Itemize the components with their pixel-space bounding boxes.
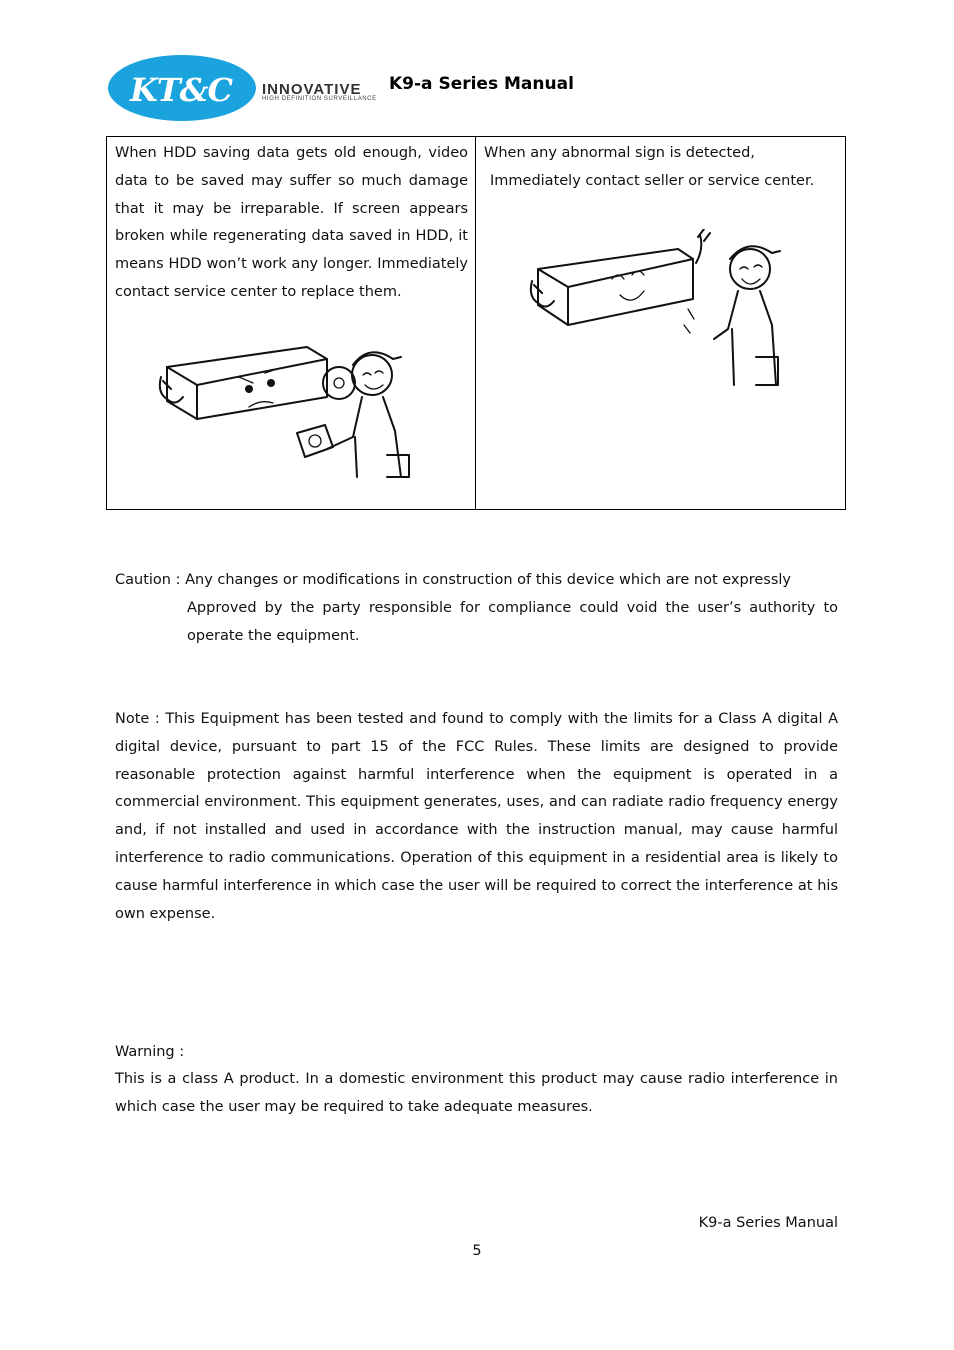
company-logo [108, 55, 256, 121]
logo-tagline: INNOVATIVE [262, 81, 362, 98]
header-title: K9-a Series Manual [389, 74, 574, 94]
damaged-hdd-illustration [157, 337, 427, 487]
caution-first-line: Caution : Any changes or modifications in construction of this device which are not expressly [115, 572, 791, 588]
warning-heading: Warning : [115, 1044, 185, 1060]
footer-title: K9-a Series Manual [698, 1215, 838, 1231]
hdd-warning-text: When HDD saving data gets old enough, video data to be saved may suffer so much damage that it may be irreparable. If screen appears broken while regenerating data saved in HDD, it means HDD won’t work any longer. Immediately contact service center to replace them. [115, 145, 468, 300]
table-cell-abnormal [476, 137, 845, 509]
caution-paragraph [115, 567, 838, 650]
page-header [106, 55, 806, 125]
note-paragraph: Note : This Equipment has been tested and found to comply with the limits for a Class A digital A digital device, pursuant to part 15 of the FCC Rules. These limits are designed to provide reasonable protection against harmful interference when the equipment is operated in a commercial environment. This equipment generates, uses, and can radiate radio frequency energy and, if not installed and used in accordance with the instruction manual, may cause harmful interference to radio communications. Operation of this equipment in a residential area is likely to cause harmful interference in which case the user will be required to correct the interference at his own expense. [115, 711, 838, 922]
caution-continuation: Approved by the party responsible for compliance could void the user’s authority to operate the equipment. [187, 599, 838, 644]
service-call-illustration [528, 229, 798, 389]
abnormal-sign-text [484, 140, 837, 196]
logo-text: KT&C [130, 71, 232, 109]
table-cell-hdd [107, 137, 476, 509]
warning-text: This is a class A product. In a domestic environment this product may cause radio interference in which case the user may be required to take adequate measures. [115, 1071, 838, 1115]
page-number: 5 [472, 1243, 482, 1259]
abnormal-line-2: Immediately contact seller or service center. [490, 172, 815, 189]
logo-subtagline: HIGH DEFINITION SURVEILLANCE [262, 96, 377, 102]
warning-table [106, 136, 846, 510]
abnormal-line-1: When any abnormal sign is detected, [484, 145, 755, 161]
